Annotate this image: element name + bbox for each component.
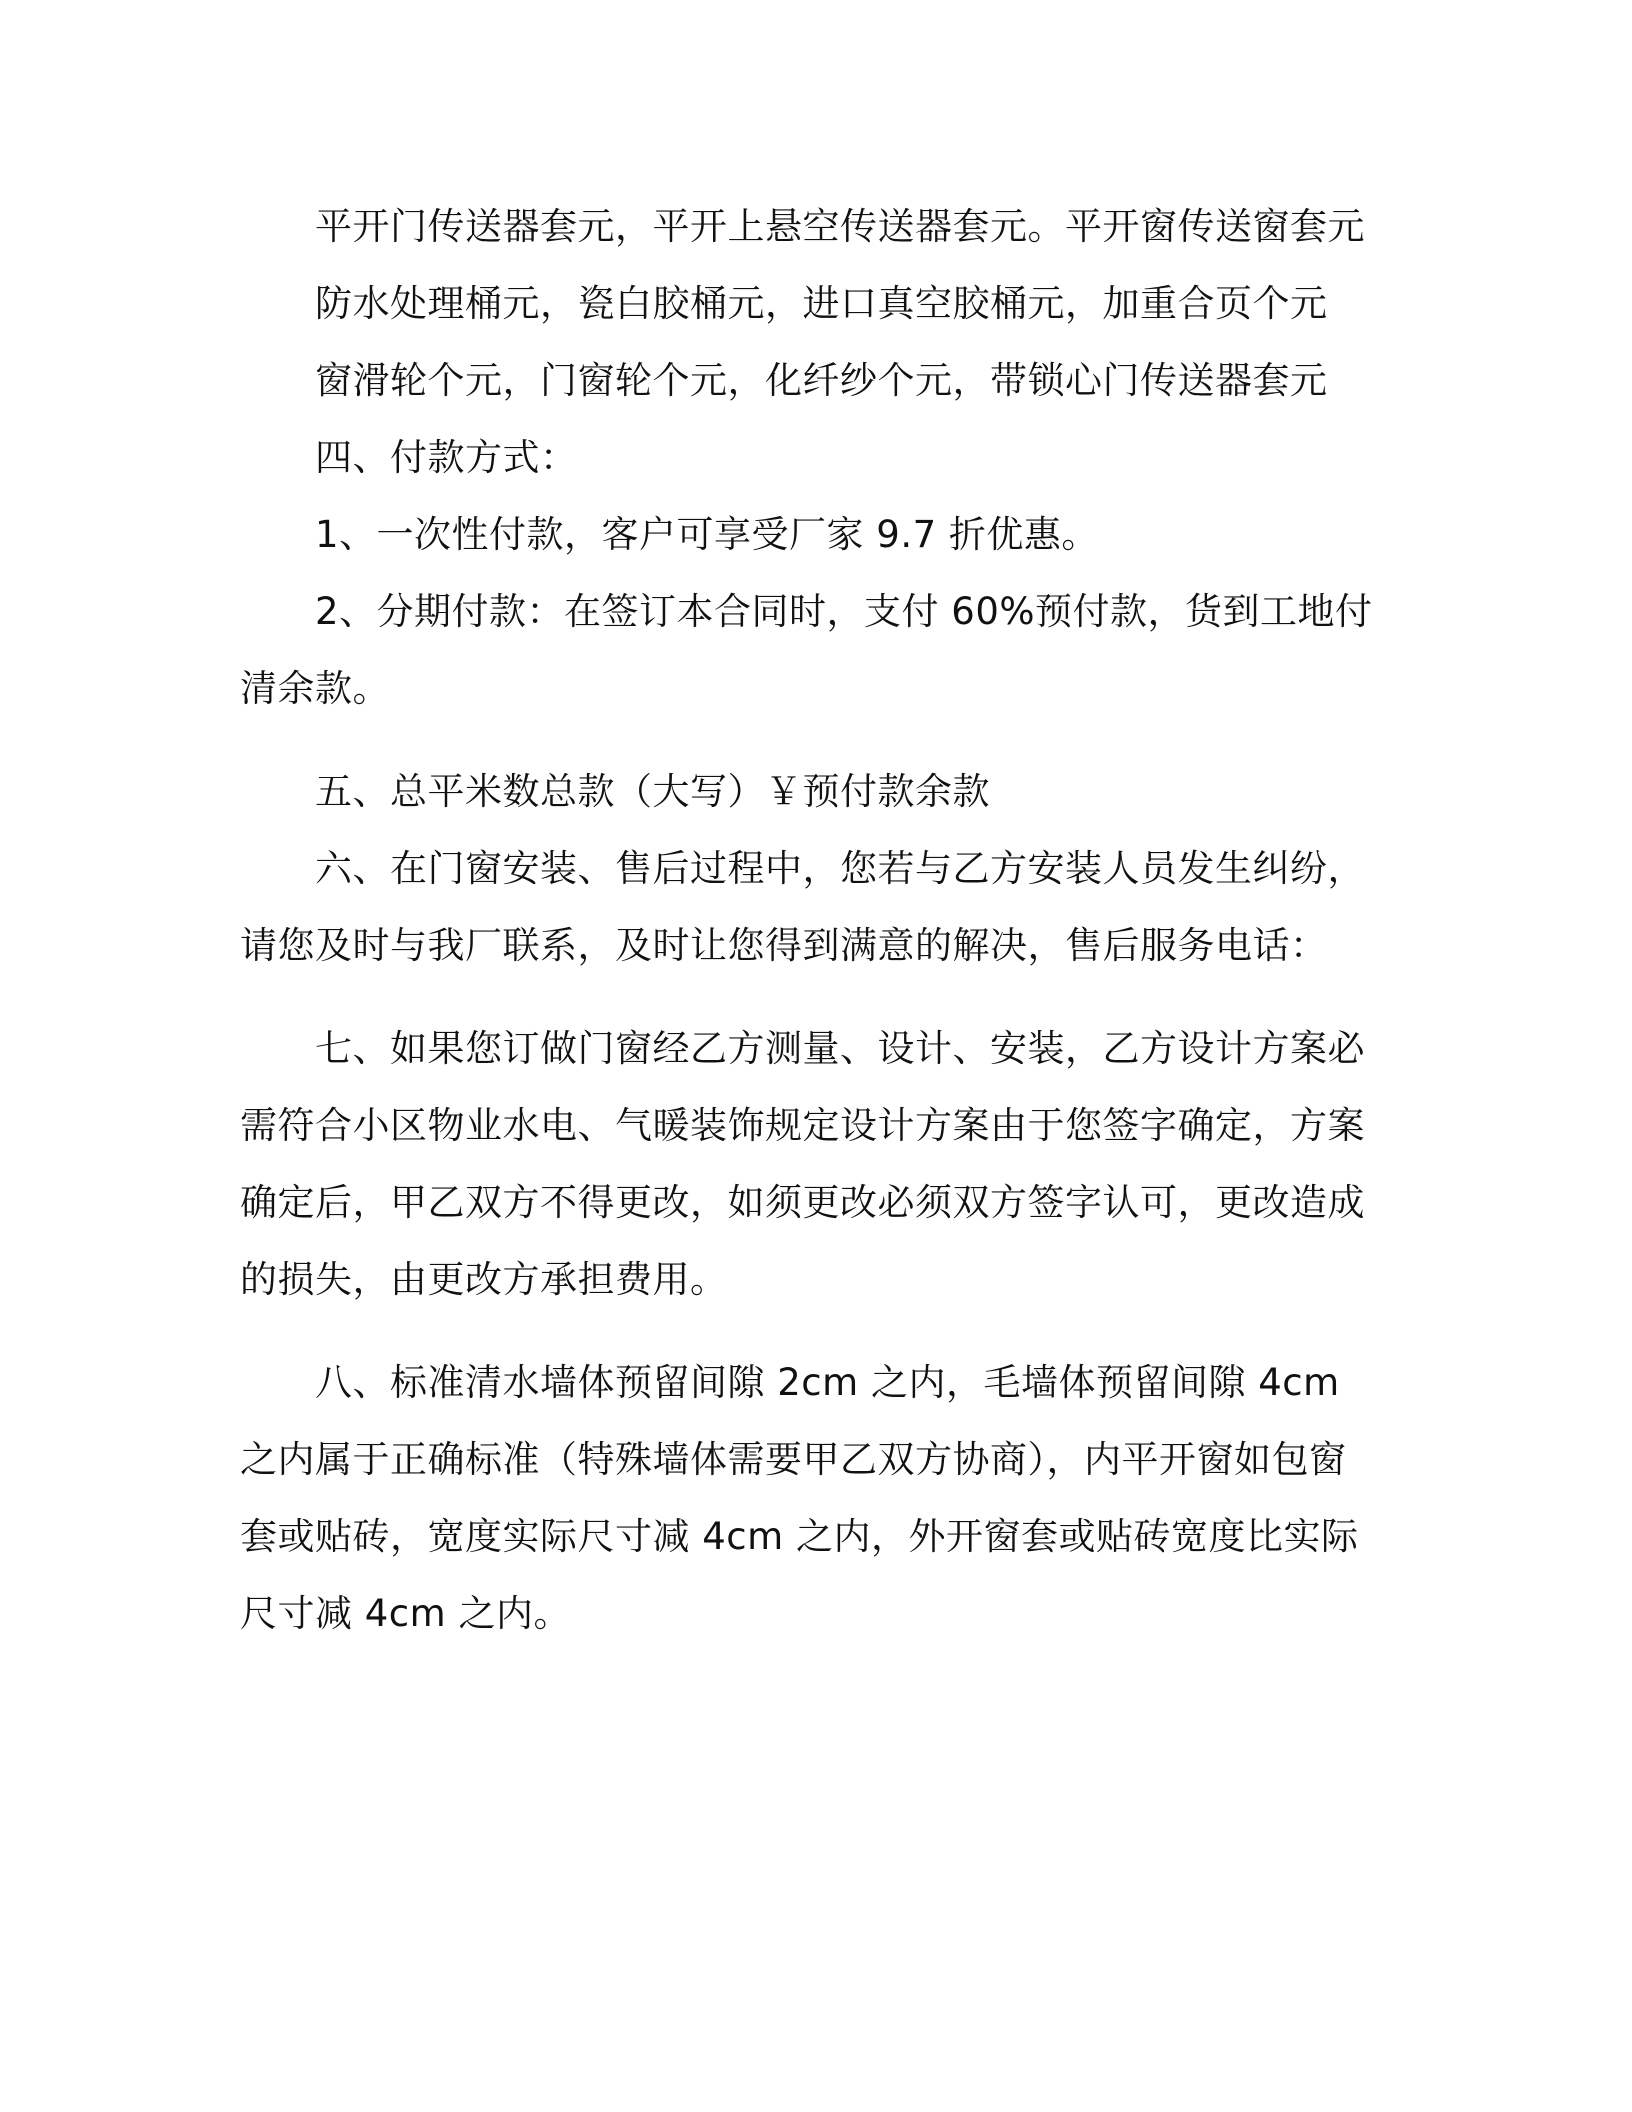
- paragraph-hardware-line-2: 防水处理桶元，瓷白胶桶元，进口真空胶桶元，加重合页个元: [315, 282, 1328, 325]
- section-heading-payment-method: 四、付款方式：: [315, 436, 578, 479]
- paragraph-after-sales-dispute: 六、在门窗安装、售后过程中，您若与乙方安装人员发生纠纷，请您及时与我厂联系，及时让您得到满意的解决，售后服务电话：: [240, 847, 1365, 967]
- paragraph-payment-option-2: 2、分期付款：在签订本合同时，支付 60%预付款，货到工地付清余款。: [240, 590, 1373, 710]
- paragraph-hardware-line-1: 平开门传送器套元，平开上悬空传送器套元。平开窗传送窗套元: [315, 205, 1365, 248]
- paragraph-payment-option-1: 1、一次性付款，客户可享受厂家 9.7 折优惠。: [315, 513, 1099, 556]
- paragraph-total-amount: 五、总平米数总款（大写）￥预付款余款: [315, 770, 990, 813]
- paragraph-hardware-line-3: 窗滑轮个元，门窗轮个元，化纤纱个元，带锁心门传送器套元: [315, 359, 1328, 402]
- paragraph-wall-gap-standard: 八、标准清水墙体预留间隙 2cm 之内，毛墙体预留间隙 4cm 之内属于正确标准（特殊墙体需要甲乙双方协商），内平开窗如包窗套或贴砖，宽度实际尺寸减 4cm 之内，外开窗套或贴砖宽度比实际尺寸减 4cm 之内。: [240, 1361, 1359, 1635]
- paragraph-design-plan: 七、如果您订做门窗经乙方测量、设计、安装，乙方设计方案必需符合小区物业水电、气暖装饰规定设计方案由于您签字确定，方案确定后，甲乙双方不得更改，如须更改必须双方签字认可，更改造成的损失，由更改方承担费用。: [240, 1027, 1365, 1301]
- document-body: [240, 188, 1380, 1652]
